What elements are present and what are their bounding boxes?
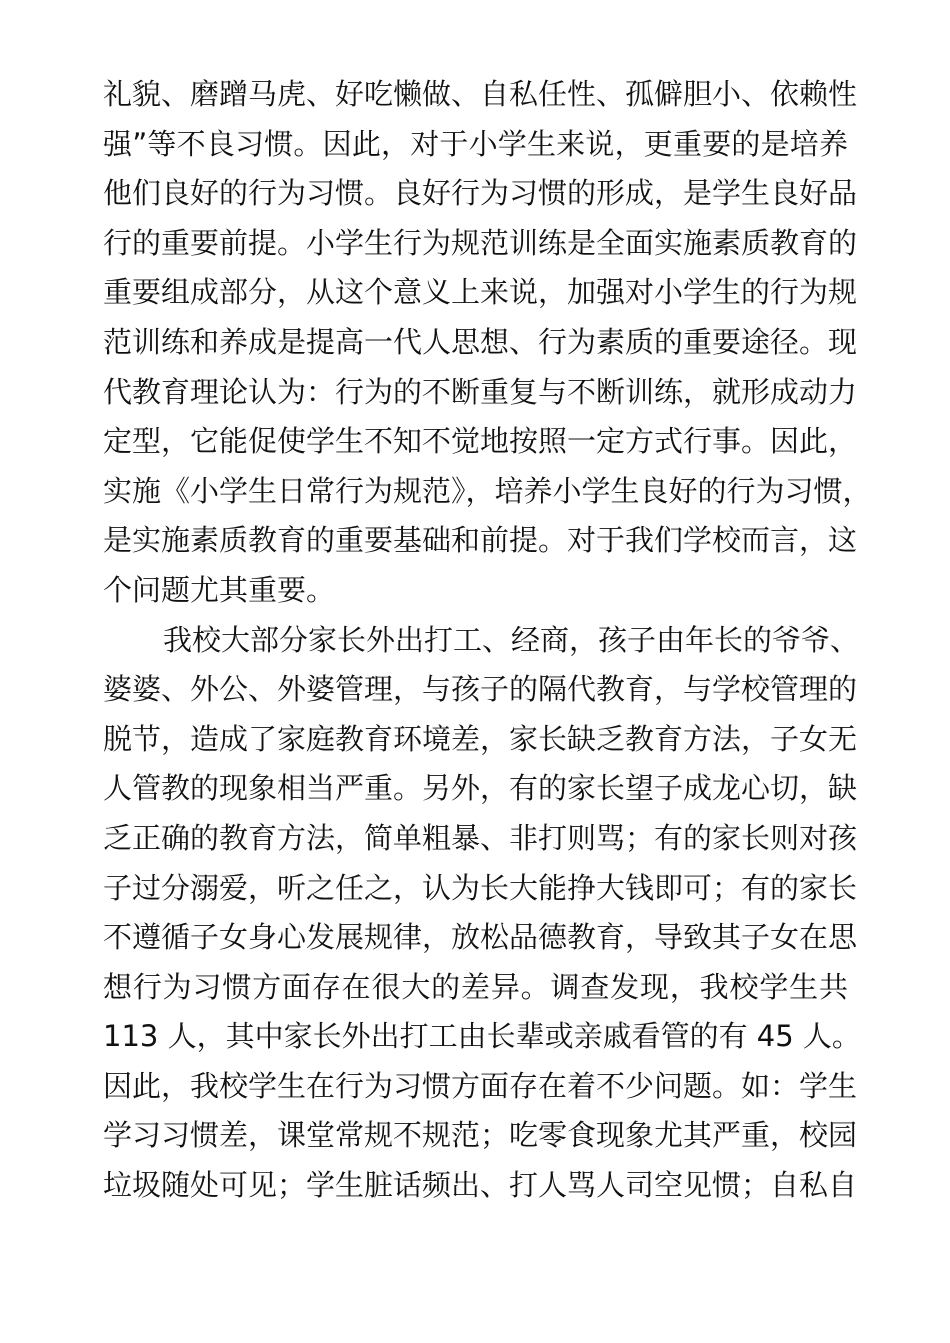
text-line: 我校大部分家长外出打工、经商，孩子由年长的爷爷、 — [163, 622, 860, 657]
text-line: 礼貌、磨蹭马虎、好吃懒做、自私任性、孤僻胆小、依赖性 — [103, 77, 858, 111]
document-page — [103, 70, 872, 1211]
text-line: 脱节，造成了家庭教育环境差，家长缺乏教育方法，子女无 — [103, 721, 858, 756]
text-line: 人管教的现象相当严重。另外，有的家长望子成龙心切，缺 — [103, 771, 858, 806]
text-line: 婆婆、外公、外婆管理，与孩子的隔代教育，与学校管理的 — [103, 672, 858, 707]
text-line: 不遵循子女身心发展规律，放松品德教育，导致其子女在思 — [103, 920, 858, 955]
text-line: 重要组成部分，从这个意义上来说，加强对小学生的行为规 — [103, 275, 858, 310]
text-line: 垃圾随处可见；学生脏话频出、打人骂人司空见惯；自私自 — [103, 1168, 858, 1203]
text-line: 是实施素质教育的重要基础和前提。对于我们学校而言，这 — [103, 523, 858, 558]
text-line: 因此，我校学生在行为习惯方面存在着不少问题。如：学生 — [103, 1068, 858, 1103]
text-line: 范训练和养成是提高一代人思想、行为素质的重要途径。现 — [103, 324, 858, 359]
text-line: 学习习惯差，课堂常规不规范；吃零食现象尤其严重，校园 — [103, 1118, 858, 1153]
text-line: 他们良好的行为习惯。良好行为习惯的形成，是学生良好品 — [103, 176, 858, 211]
text-line: 113 人，其中家长外出打工由长辈或亲戚看管的有 45 人。 — [103, 1019, 861, 1054]
text-line: 个问题尤其重要。 — [103, 572, 336, 607]
text-line: 行的重要前提。小学生行为规范训练是全面实施素质教育的 — [103, 225, 858, 260]
text-line: 子过分溺爱，听之任之，认为长大能挣大钱即可；有的家长 — [103, 870, 858, 905]
paragraph-2 — [103, 616, 861, 1211]
text-line: 强”等不良习惯。因此，对于小学生来说，更重要的是培养 — [103, 126, 848, 161]
text-line: 想行为习惯方面存在很大的差异。调查发现，我校学生共 — [103, 969, 848, 1004]
text-line: 实施《小学生日常行为规范》，培养小学生良好的行为习惯， — [103, 473, 872, 508]
text-line: 定型，它能促使学生不知不觉地按照一定方式行事。因此， — [103, 424, 858, 459]
paragraph-1 — [103, 70, 872, 616]
text-line: 代教育理论认为：行为的不断重复与不断训练，就形成动力 — [103, 374, 858, 409]
text-line: 乏正确的教育方法，简单粗暴、非打则骂；有的家长则对孩 — [103, 820, 858, 855]
